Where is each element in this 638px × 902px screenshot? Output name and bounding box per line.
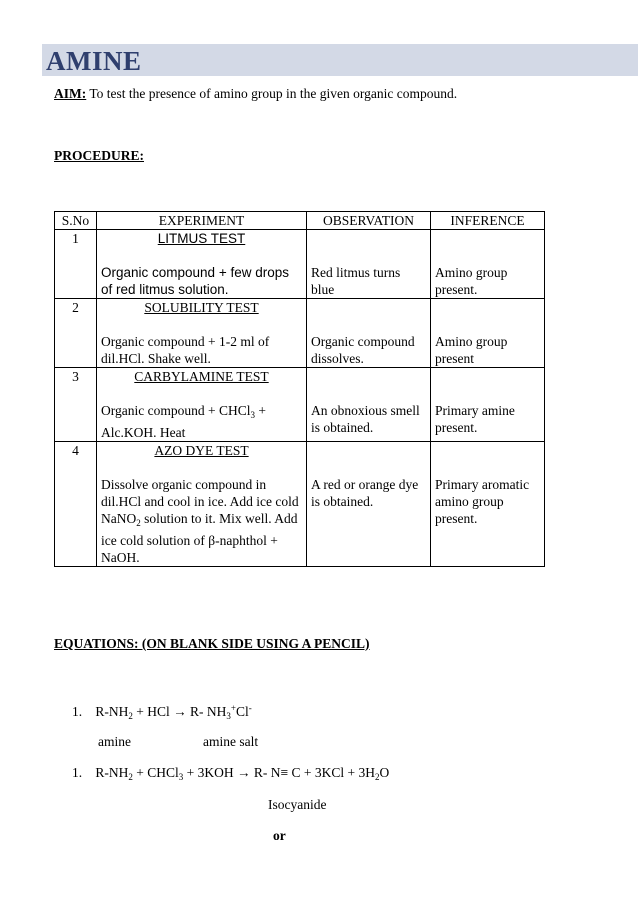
equation-1: 1. $R-NH_2$ + HCl → R- $NH_3^+Cl^-$ (72, 703, 252, 721)
inference-text: Primary aromatic amino group present. (435, 477, 530, 526)
row-sno: 1 (55, 230, 97, 299)
observation-text: A red or orange dye is obtained. (311, 477, 419, 509)
aim-text: To test the presence of amino group in the given organic compound. (86, 86, 458, 101)
table-header-row (55, 212, 545, 230)
label-amine-salt: amine salt (203, 734, 259, 749)
header-experiment: EXPERIMENT (97, 212, 307, 230)
header-sno: S.No (55, 212, 97, 230)
row-observation (307, 442, 431, 567)
observation-text: An obnoxious smell is obtained. (311, 403, 420, 435)
header-observation: OBSERVATION (307, 212, 431, 230)
test-name: AZO DYE TEST (154, 443, 249, 458)
procedure-heading: PROCEDURE: (54, 148, 144, 163)
test-name: SOLUBILITY TEST (144, 300, 259, 315)
observation-text: Organic compound dissolves. (311, 334, 415, 366)
row-experiment (97, 230, 307, 299)
row-sno: 2 (55, 299, 97, 368)
test-name: LITMUS TEST (157, 231, 246, 246)
aim-line (54, 86, 457, 102)
row-observation (307, 299, 431, 368)
row-sno: 3 (55, 368, 97, 442)
aim-label: AIM: (54, 86, 87, 101)
inference-text: Primary amine present. (435, 403, 515, 435)
row-observation (307, 230, 431, 299)
table-row (55, 299, 545, 368)
experiment-table (54, 211, 545, 567)
table-row (55, 368, 545, 442)
table-row (55, 230, 545, 299)
equation-number: 1. (72, 765, 83, 780)
row-inference (431, 299, 545, 368)
inference-text: Amino group present. (435, 265, 508, 297)
experiment-text: Organic compound + CHCl$_3$ + Alc.KOH. Heat (101, 403, 266, 440)
row-experiment (97, 442, 307, 567)
row-inference (431, 230, 545, 299)
row-inference (431, 442, 545, 567)
row-inference (431, 368, 545, 442)
experiment-text: Dissolve organic compound in dil.HCl and cool in ice. Add ice cold NaNO$_2$ solution to it. Mix well. Add ice cold solution of β-naphthol + NaOH. (101, 477, 299, 565)
label-amine: amine (98, 734, 131, 749)
observation-text: Red litmus turns blue (311, 265, 401, 297)
row-observation (307, 368, 431, 442)
row-experiment (97, 368, 307, 442)
equation-number: 1. (72, 704, 83, 719)
row-sno: 4 (55, 442, 97, 567)
or-text: or (273, 828, 286, 843)
equations-heading: EQUATIONS: (ON BLANK SIDE USING A PENCIL) (54, 636, 370, 651)
inference-text: Amino group present (435, 334, 508, 366)
label-isocyanide: Isocyanide (268, 797, 327, 812)
row-experiment (97, 299, 307, 368)
equation-2: 1. $R-NH_2$ + CHCl$_3$ + 3KOH → R- $N\equiv C + 3KCl + 3H_2O$ (72, 765, 390, 782)
table-row (55, 442, 545, 567)
test-name: CARBYLAMINE TEST (134, 369, 269, 384)
experiment-text: Organic compound + few drops of red litmus solution. (101, 265, 289, 297)
page-title: AMINE (46, 46, 142, 76)
header-inference: INFERENCE (431, 212, 545, 230)
experiment-text: Organic compound + 1-2 ml of dil.HCl. Shake well. (101, 334, 270, 366)
